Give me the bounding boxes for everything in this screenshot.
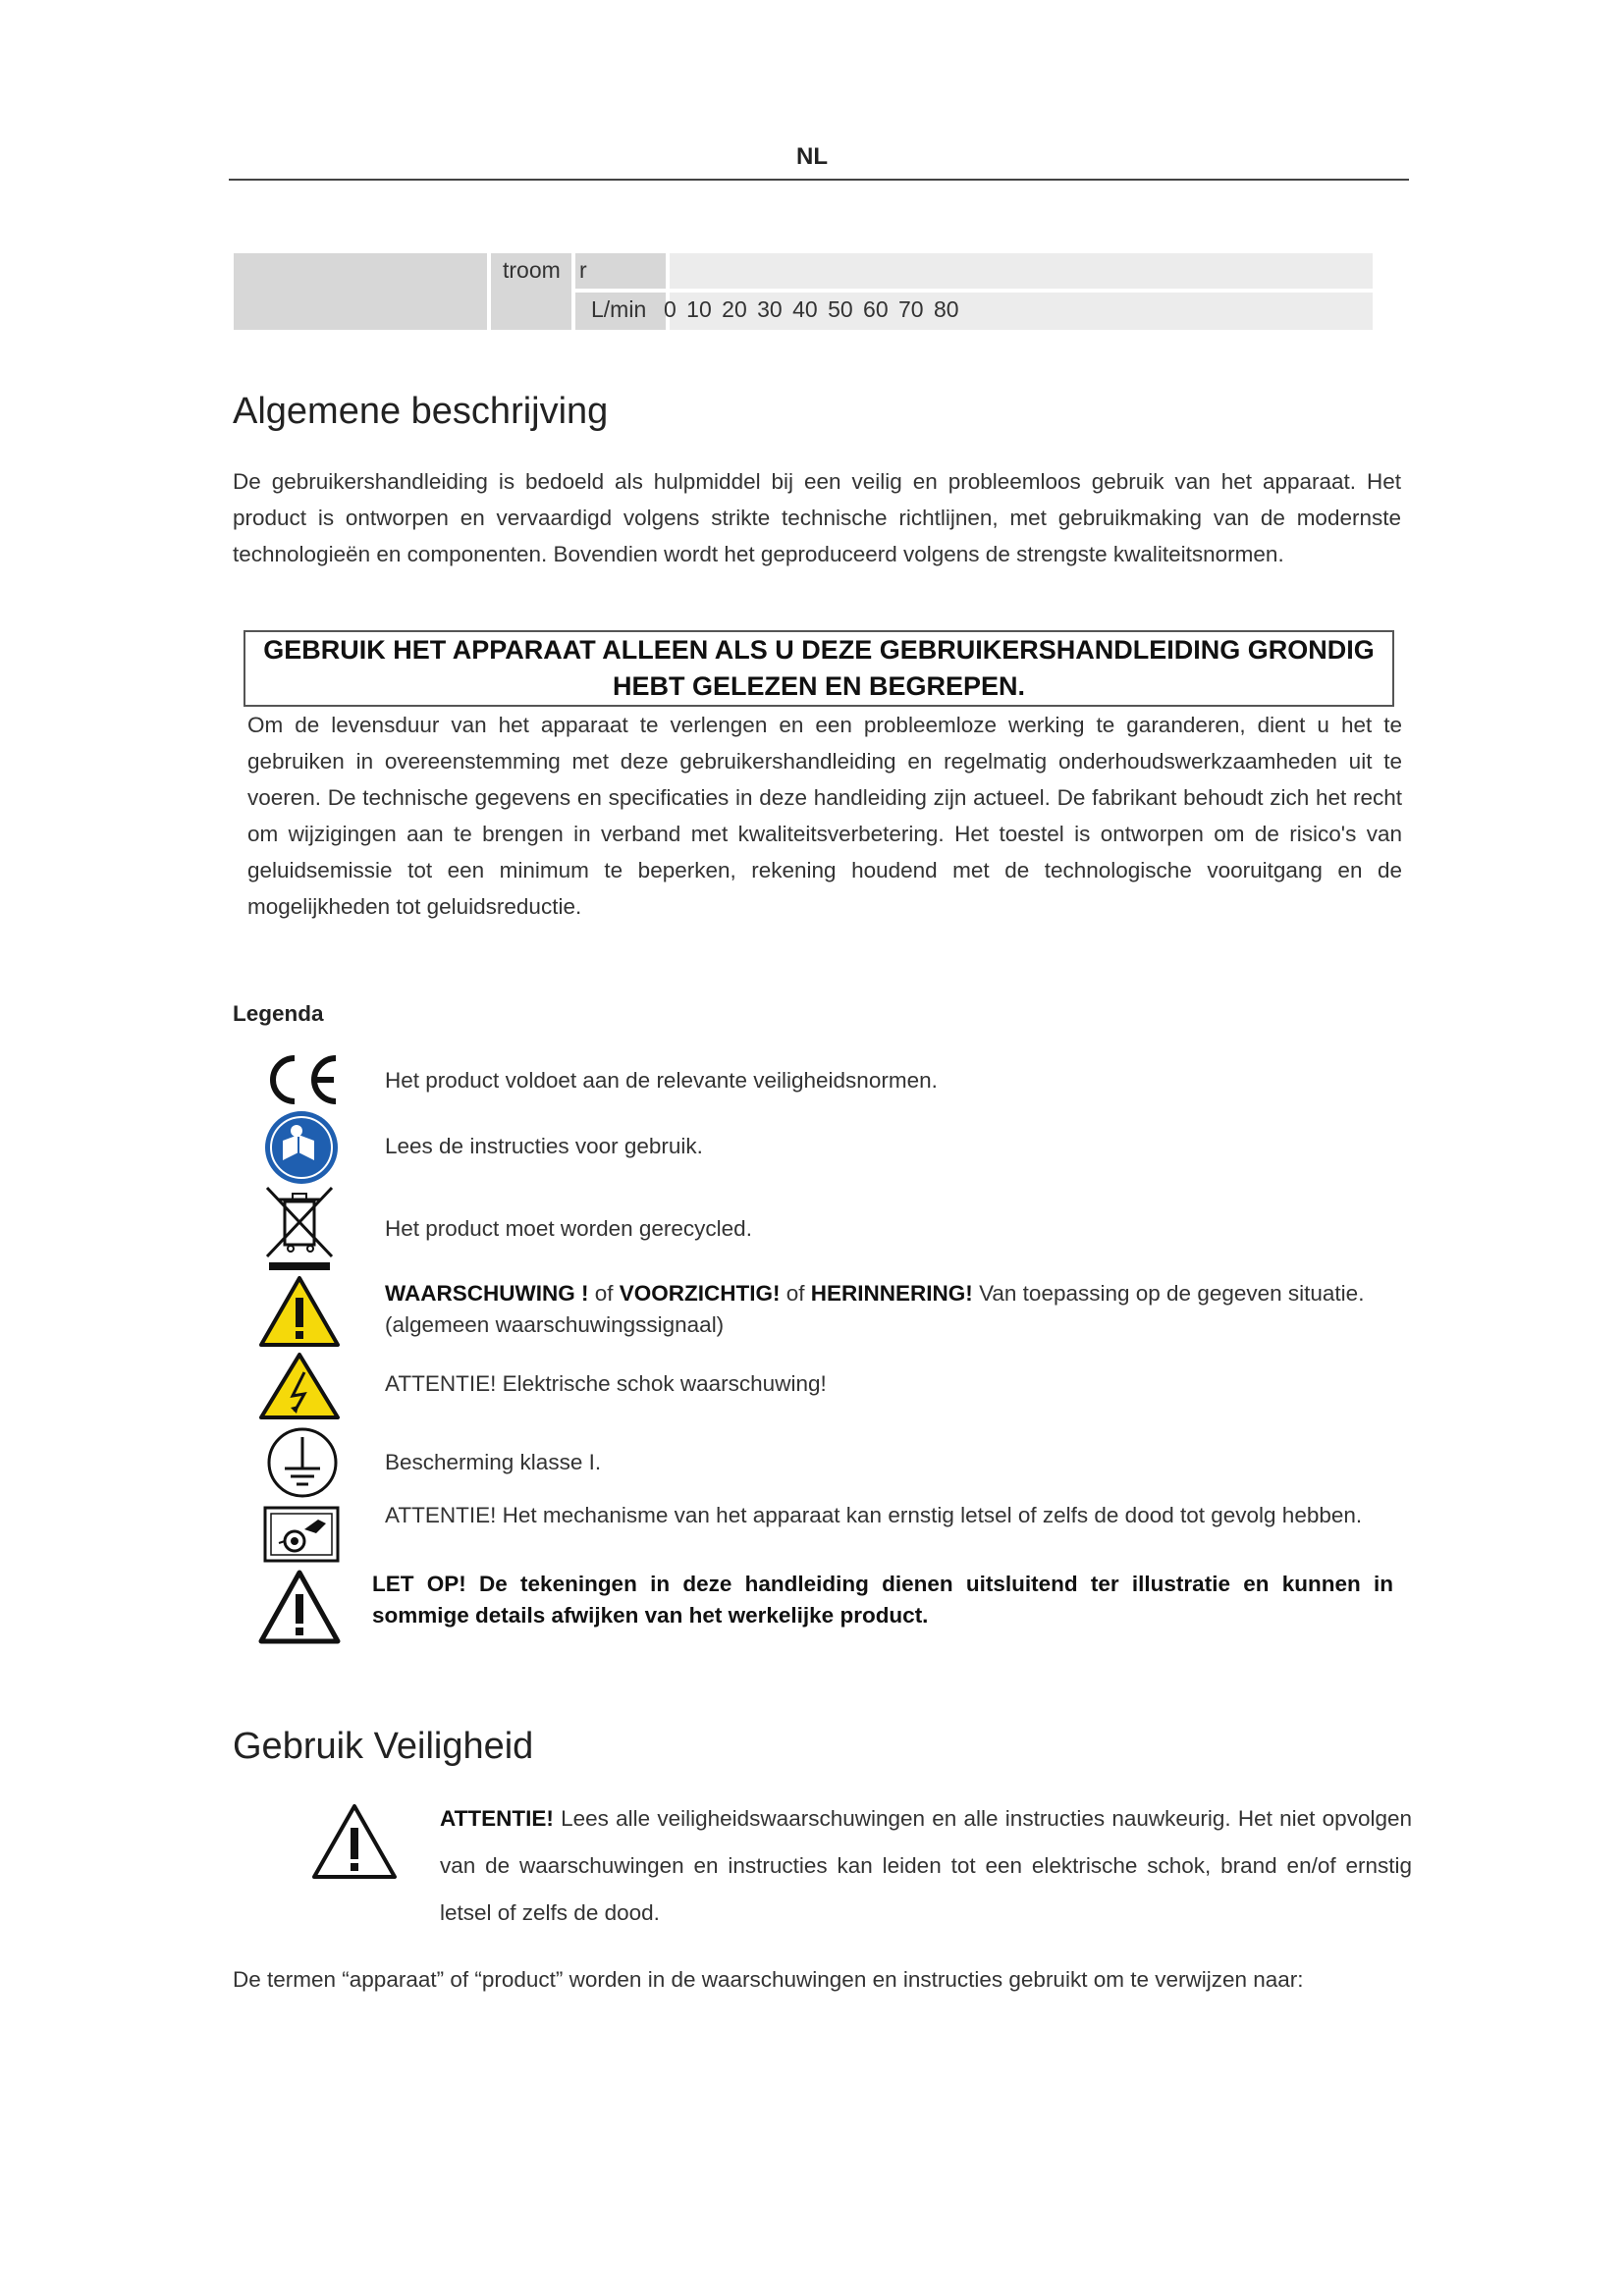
table-cell-empty — [234, 253, 487, 330]
protection-class-icon — [257, 1423, 342, 1502]
attention-label: ATTENTIE! — [440, 1806, 554, 1831]
section-title-safety: Gebruik Veiligheid — [233, 1726, 534, 1767]
legend-text-recycle: Het product moet worden gerecycled. — [385, 1216, 752, 1241]
terms-paragraph: De termen “apparaat” of “product” worden in de waarschuwingen en instructies gebruikt om te verwijzen naar: — [233, 1967, 1304, 1992]
table-cell — [575, 253, 666, 289]
header-divider — [229, 179, 1409, 181]
table-unit: L/min — [591, 296, 647, 322]
mechanism-hazard-icon — [257, 1504, 342, 1565]
table-values: 0 10 20 30 40 50 60 70 80 — [664, 296, 959, 322]
attention-paragraph — [440, 1795, 1412, 1937]
legend-title: Legenda — [233, 1001, 324, 1026]
recycle-bin-icon — [257, 1184, 342, 1272]
table-row-fragment: r — [579, 257, 587, 283]
warning-or-1: of — [588, 1281, 620, 1306]
page-language-label: NL — [796, 143, 828, 170]
table-row-label: troom — [503, 257, 561, 283]
legend-text-note: LET OP! De tekeningen in deze handleiding dienen uitsluitend ter illustratie en kunnen in sommige details afwijken van het werkelijke product. — [372, 1572, 1393, 1628]
table-cell-row1 — [670, 253, 1373, 289]
legend-text-manual: Lees de instructies voor gebruik. — [385, 1134, 703, 1158]
warning-label: WAARSCHUWING ! — [385, 1281, 589, 1306]
intro-paragraph: De gebruikershandleiding is bedoeld als hulpmiddel bij een veilig en probleemloos gebruik van het apparaat. Het product is ontworpen en vervaardigd volgens strikte technische richtlijnen, met gebruikmaking van de modernste technologieën en componenten. Bovendien wordt het geproduceerd volgens de strengste kwaliteitsnormen. — [233, 469, 1401, 566]
warning-description: Van toepassing op de gegeven situatie. — [972, 1281, 1365, 1306]
legend-text-electric: ATTENTIE! Elektrische schok waarschuwing! — [385, 1371, 827, 1396]
spec-table — [234, 253, 1373, 330]
notice-line-2: HEBT GELEZEN EN BEGREPEN. — [612, 671, 1026, 701]
read-manual-icon — [257, 1109, 342, 1188]
read-manual-notice — [244, 630, 1394, 707]
attention-text: Lees alle veiligheidswaarschuwingen en alle instructies nauwkeurig. Het niet opvolgen van de waarschuwingen en instructies kan leiden tot een elektrische schok, brand en/of ernstig letsel of zelfs de dood. — [440, 1806, 1412, 1925]
legend-text-warning — [385, 1278, 1416, 1341]
general-warning-icon — [257, 1274, 342, 1349]
legend-text-mechanism: ATTENTIE! Het mechanisme van het apparaat kan ernstig letsel of zelfs de dood tot gevolg hebben. — [385, 1503, 1363, 1527]
attention-warning-icon — [310, 1802, 399, 1881]
caution-label: VOORZICHTIG! — [619, 1281, 781, 1306]
body-paragraph: Om de levensduur van het apparaat te verlengen en een probleemloze werking te garanderen, dient u het te gebruiken in overeenstemming met deze gebruikershandleiding en regelmatig onderhoudswerkzaamheden uit te voeren. De technische gegevens en specificaties in deze handleiding zijn actueel. De fabrikant behoudt zich het recht om wijzigingen aan te brengen in verband met kwaliteitsverbetering. Het toestel is ontworpen om de risico's van geluidsemissie tot een minimum te beperken, rekening houdend met de technologische vooruitgang en de mogelijkheden tot geluidsreductie. — [247, 713, 1402, 919]
outline-warning-icon — [257, 1569, 342, 1645]
legend-text-ce: Het product voldoet aan de relevante veiligheidsnormen. — [385, 1068, 938, 1093]
legend-text-protection: Bescherming klasse I. — [385, 1450, 602, 1474]
electric-shock-icon — [257, 1351, 342, 1421]
warning-subtext: (algemeen waarschuwingssignaal) — [385, 1312, 725, 1337]
reminder-label: HERINNERING! — [810, 1281, 973, 1306]
section-title-general: Algemene beschrijving — [233, 391, 609, 432]
warning-or-2: of — [780, 1281, 811, 1306]
notice-line-1: GEBRUIK HET APPARAAT ALLEEN ALS U DEZE GEBRUIKERSHANDLEIDING GRONDIG — [263, 635, 1375, 665]
